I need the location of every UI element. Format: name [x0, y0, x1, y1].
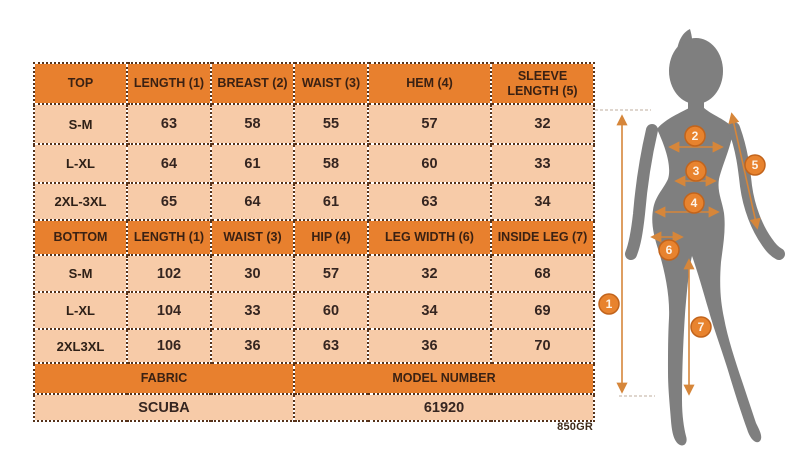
measurement-value: 32 — [491, 104, 594, 144]
measurement-value: 55 — [294, 104, 368, 144]
size-label: 2XL-3XL — [34, 183, 127, 220]
measurement-value: 106 — [127, 329, 211, 363]
marker-7-number: 7 — [697, 320, 705, 334]
column-header: TOP — [34, 63, 127, 104]
column-header: SLEEVE LENGTH (5) — [491, 63, 594, 104]
measurement-value: 65 — [127, 183, 211, 220]
measurement-value: 60 — [368, 144, 491, 183]
marker-3-number: 3 — [692, 164, 700, 178]
measurement-value: 64 — [127, 144, 211, 183]
measurement-value: 63 — [127, 104, 211, 144]
measurement-value: 63 — [368, 183, 491, 220]
bottom-header-row — [34, 220, 594, 255]
column-header: LENGTH (1) — [127, 220, 211, 255]
column-header: BOTTOM — [34, 220, 127, 255]
size-chart-table — [33, 62, 595, 422]
measurement-value: 57 — [294, 255, 368, 292]
marker-3 — [686, 161, 706, 181]
column-header: HIP (4) — [294, 220, 368, 255]
marker-2 — [685, 126, 705, 146]
measurement-value: 61 — [294, 183, 368, 220]
column-header: INSIDE LEG (7) — [491, 220, 594, 255]
table-row — [34, 329, 594, 363]
top-header-row — [34, 63, 594, 104]
column-header: BREAST (2) — [211, 63, 294, 104]
marker-6-number: 6 — [665, 243, 673, 257]
size-label: 2XL3XL — [34, 329, 127, 363]
measurement-value: 34 — [368, 292, 491, 329]
column-header: LENGTH (1) — [127, 63, 211, 104]
table-row — [34, 292, 594, 329]
marker-5-number: 5 — [751, 158, 759, 172]
measurement-value: 34 — [491, 183, 594, 220]
column-header: WAIST (3) — [211, 220, 294, 255]
measurement-value: 63 — [294, 329, 368, 363]
size-label: L-XL — [34, 292, 127, 329]
marker-2-number: 2 — [691, 129, 699, 143]
model-number-header: MODEL NUMBER — [294, 363, 594, 394]
silhouette-left-arm — [631, 130, 652, 254]
weight-footnote: 850GR — [557, 421, 593, 433]
silhouette-head — [669, 38, 723, 104]
table-row — [34, 183, 594, 220]
measurement-value: 104 — [127, 292, 211, 329]
measurement-value: 102 — [127, 255, 211, 292]
size-label: S-M — [34, 104, 127, 144]
measurement-value: 69 — [491, 292, 594, 329]
measurement-value: 30 — [211, 255, 294, 292]
marker-1-number: 1 — [605, 297, 613, 311]
column-header: WAIST (3) — [294, 63, 368, 104]
measurement-value: 64 — [211, 183, 294, 220]
measurement-value: 68 — [491, 255, 594, 292]
size-label: S-M — [34, 255, 127, 292]
measurement-value: 61 — [211, 144, 294, 183]
table-row — [34, 255, 594, 292]
measurement-value: 57 — [368, 104, 491, 144]
info-value-row — [34, 394, 594, 421]
marker-5 — [745, 155, 765, 175]
measurement-value: 33 — [211, 292, 294, 329]
marker-4 — [684, 193, 704, 213]
measurement-figure — [595, 0, 800, 460]
measurement-value: 70 — [491, 329, 594, 363]
silhouette-right-arm — [734, 128, 779, 254]
column-header: HEM (4) — [368, 63, 491, 104]
info-header-row — [34, 363, 594, 394]
fabric-value: SCUBA — [34, 394, 294, 421]
column-header: LEG WIDTH (6) — [368, 220, 491, 255]
measurement-value: 33 — [491, 144, 594, 183]
marker-6 — [659, 240, 679, 260]
measurement-value: 32 — [368, 255, 491, 292]
fabric-header: FABRIC — [34, 363, 294, 394]
measurement-value: 36 — [368, 329, 491, 363]
marker-1 — [599, 294, 619, 314]
size-label: L-XL — [34, 144, 127, 183]
table-row — [34, 104, 594, 144]
model-number-value: 61920 — [294, 394, 594, 421]
measurement-value: 60 — [294, 292, 368, 329]
table-row — [34, 144, 594, 183]
marker-7 — [691, 317, 711, 337]
measurement-value: 58 — [294, 144, 368, 183]
measurement-value: 36 — [211, 329, 294, 363]
marker-4-number: 4 — [690, 196, 698, 210]
measurement-value: 58 — [211, 104, 294, 144]
